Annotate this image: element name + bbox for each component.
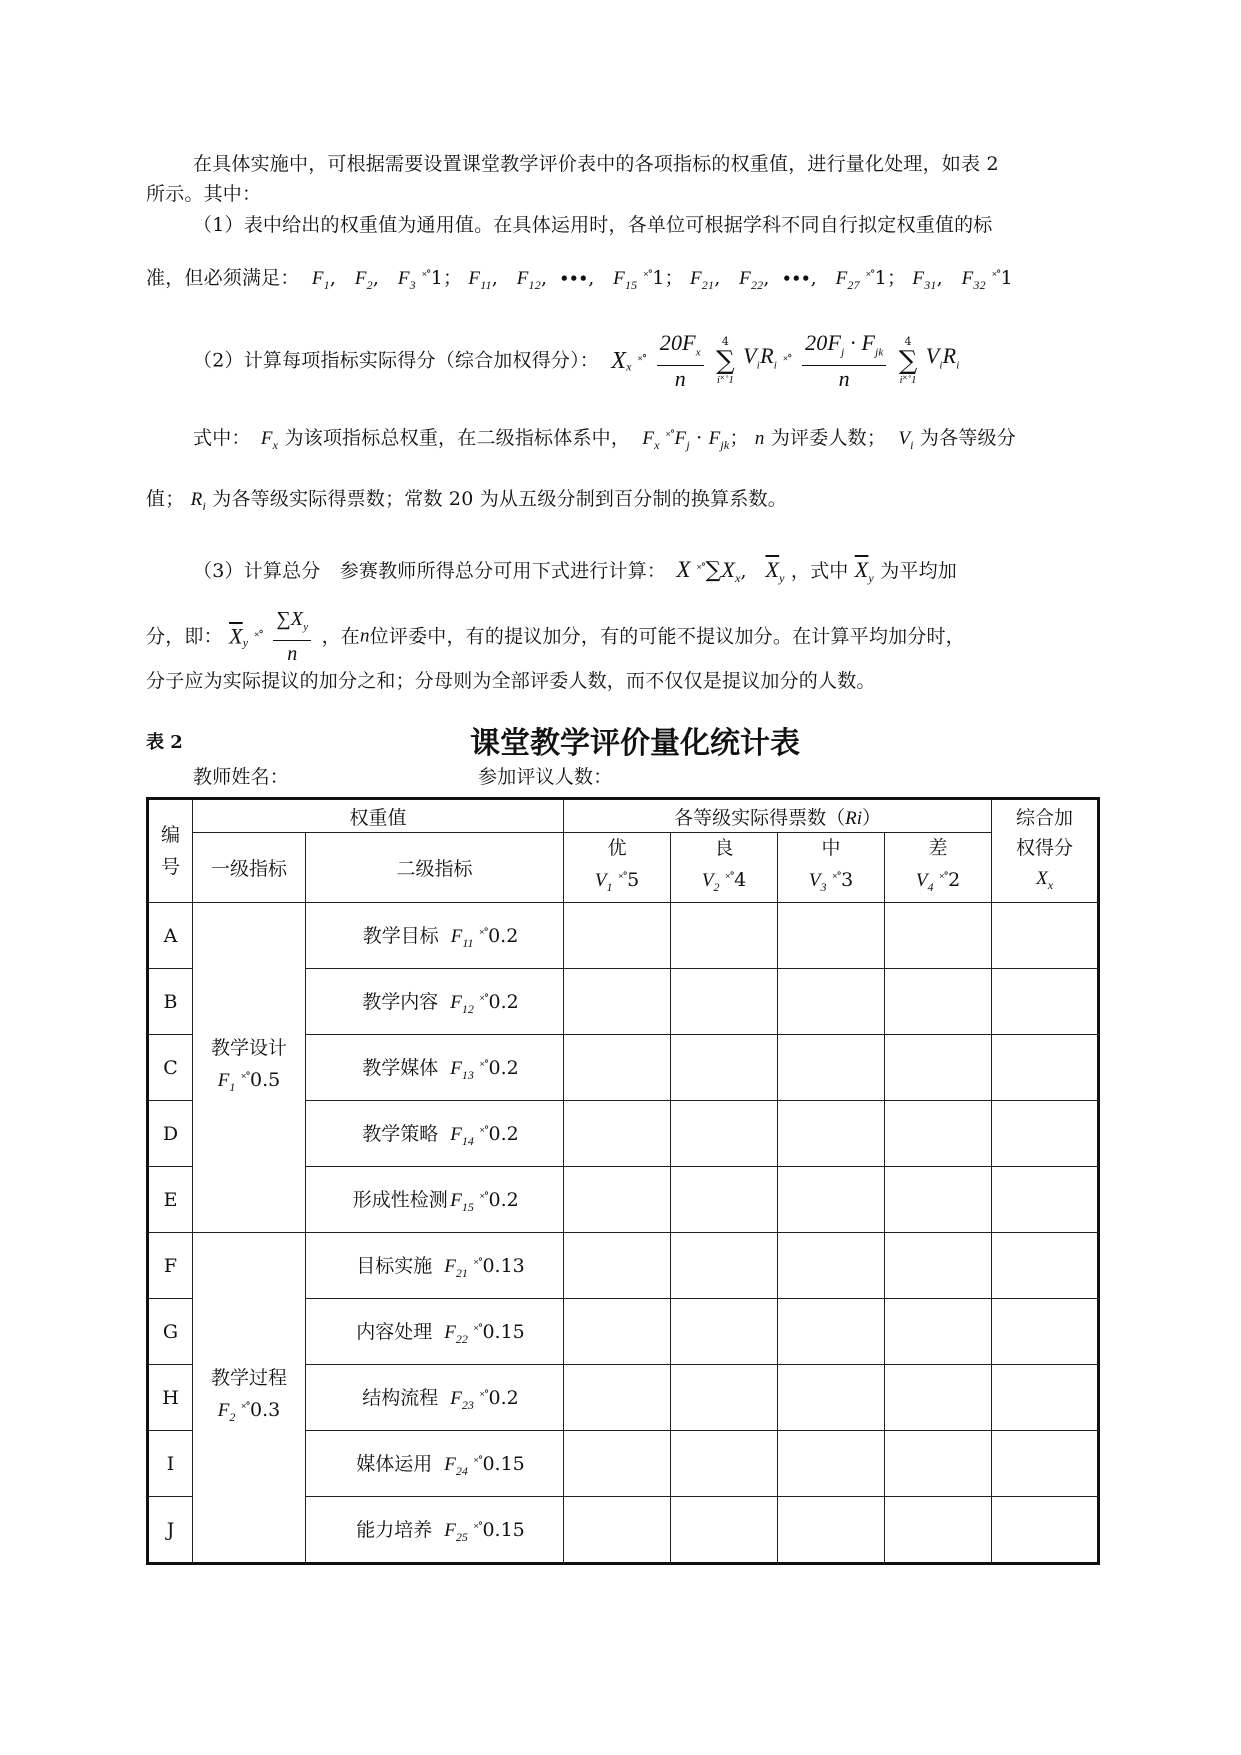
- vote-cell[interactable]: [885, 1035, 992, 1101]
- vote-cell[interactable]: [778, 1233, 885, 1299]
- row-id: H: [148, 1365, 193, 1431]
- vote-cell[interactable]: [778, 1299, 885, 1365]
- row-id: I: [148, 1431, 193, 1497]
- para-2-line-2: 准，但必须满足： $F_1$, $F_2$, $F_3$ ˟˚1； $F_{11}$, $F_{12}$, ∙∙∙, $F_{15}$ ˟˚1； $F_{21}$, $F_{22}$, ∙∙∙, $F_{27}$ ˟˚1； $F_{31}$, $F_{32}$ ˟˚1: [146, 267, 1013, 292]
- para-5: （3）计算总分 参赛教师所得总分可用下式进行计算： X $^{˟˚}\sum X_x$, $\overline{X}_y$ ，式中 $\overline{X}_y$ 为平均加: [193, 557, 957, 585]
- vote-cell[interactable]: [564, 1497, 671, 1564]
- vote-cell[interactable]: [564, 1365, 671, 1431]
- para-1-line-2: 所示。其中：: [146, 183, 262, 205]
- score-cell[interactable]: [992, 1101, 1099, 1167]
- vote-cell[interactable]: [671, 1365, 778, 1431]
- table-label: 表 2: [146, 732, 183, 753]
- score-cell[interactable]: [992, 1497, 1099, 1564]
- indicator-cell: 教学内容 $F_{12}$ ˟˚0.2: [306, 969, 564, 1035]
- votes-header: 各等级实际得票数（Ri）: [564, 799, 992, 833]
- vote-cell[interactable]: [671, 903, 778, 969]
- indicator-cell: 结构流程 $F_{23}$ ˟˚0.2: [306, 1365, 564, 1431]
- vote-cell[interactable]: [671, 1299, 778, 1365]
- vote-cell[interactable]: [885, 1101, 992, 1167]
- composite-header: 综合加 权得分 $X_x$: [992, 799, 1099, 903]
- group-process: 教学过程 $F_2$ ˟˚0.3: [193, 1233, 306, 1564]
- vote-cell[interactable]: [564, 969, 671, 1035]
- vote-cell[interactable]: [671, 1101, 778, 1167]
- grade-good-header: 良 $V_2$ ˟˚4: [671, 833, 778, 903]
- para-1-line-1: 在具体实施中，可根据需要设置课堂教学评价表中的各项指标的权重值，进行量化处理，如表 2: [193, 153, 999, 175]
- para-4-line-1: 式中： $F_x$ 为该项指标总权重，在二级指标体系中， $F_x$ $^{˟˚}F_j \cdot F_{jk}$； n 为评委人数； $V_i$ 为各等级分: [193, 427, 1016, 452]
- vote-cell[interactable]: [564, 1431, 671, 1497]
- para-4-line-2: 值； $R_i$ 为各等级实际得票数；常数 20 为从五级分制到百分制的换算系数。: [146, 488, 787, 513]
- row-id: E: [148, 1167, 193, 1233]
- score-cell[interactable]: [992, 969, 1099, 1035]
- indicator-cell: 能力培养 $F_{25}$ ˟˚0.15: [306, 1497, 564, 1564]
- vote-cell[interactable]: [778, 1167, 885, 1233]
- vote-cell[interactable]: [671, 1233, 778, 1299]
- group-design: 教学设计 $F_1$ ˟˚0.5: [193, 903, 306, 1233]
- vote-cell[interactable]: [778, 903, 885, 969]
- score-cell[interactable]: [992, 1431, 1099, 1497]
- vote-cell[interactable]: [564, 1233, 671, 1299]
- row-id: B: [148, 969, 193, 1035]
- level1-header: 一级指标: [193, 833, 306, 903]
- id-header: 编号: [148, 799, 193, 903]
- score-cell[interactable]: [992, 1365, 1099, 1431]
- vote-cell[interactable]: [564, 903, 671, 969]
- row-id: D: [148, 1101, 193, 1167]
- row-id: F: [148, 1233, 193, 1299]
- score-cell[interactable]: [992, 1299, 1099, 1365]
- vote-cell[interactable]: [885, 1497, 992, 1564]
- para-3-formula: （2）计算每项指标实际得分（综合加权得分）： $X_x$ ˟˚ $\frac{20F_x}{n}$ 4 ∑ i˟˚1 $V_iR_i$ ˟˚ $\frac{20F_j \cdot F_{jk}}{n}$ 4 ∑ i˟˚1 $V_iR_i$: [193, 329, 960, 391]
- indicator-cell: 内容处理 $F_{22}$ ˟˚0.15: [306, 1299, 564, 1365]
- reviewer-count-label: 参加评议人数：: [478, 766, 613, 788]
- indicator-cell: 教学策略 $F_{14}$ ˟˚0.2: [306, 1101, 564, 1167]
- level2-header: 二级指标: [306, 833, 564, 903]
- vote-cell[interactable]: [671, 969, 778, 1035]
- indicator-cell: 目标实施 $F_{21}$ ˟˚0.13: [306, 1233, 564, 1299]
- vote-cell[interactable]: [885, 1167, 992, 1233]
- vote-cell[interactable]: [885, 1233, 992, 1299]
- score-cell[interactable]: [992, 1233, 1099, 1299]
- score-cell[interactable]: [992, 903, 1099, 969]
- row-id: C: [148, 1035, 193, 1101]
- table-title: 课堂教学评价量化统计表: [470, 726, 800, 761]
- vote-cell[interactable]: [671, 1035, 778, 1101]
- indicator-cell: 媒体运用 $F_{24}$ ˟˚0.15: [306, 1431, 564, 1497]
- row-id: A: [148, 903, 193, 969]
- vote-cell[interactable]: [885, 1365, 992, 1431]
- vote-cell[interactable]: [778, 1431, 885, 1497]
- para-2-line-1: （1）表中给出的权重值为通用值。在具体运用时，各单位可根据学科不同自行拟定权重值的标: [193, 214, 993, 236]
- vote-cell[interactable]: [564, 1035, 671, 1101]
- para-6: 分，即： $\overline{X}_y$ ˟˚ $\frac{\sum X_y}{n}$ ，在n位评委中，有的提议加分，有的可能不提议加分。在计算平均加分时，: [146, 608, 965, 665]
- vote-cell[interactable]: [885, 903, 992, 969]
- grade-poor-header: 差 $V_4$ ˟˚2: [885, 833, 992, 903]
- row-id: G: [148, 1299, 193, 1365]
- vote-cell[interactable]: [778, 1035, 885, 1101]
- vote-cell[interactable]: [778, 1497, 885, 1564]
- indicator-cell: 形成性检测 $F_{15}$ ˟˚0.2: [306, 1167, 564, 1233]
- vote-cell[interactable]: [885, 1299, 992, 1365]
- vote-cell[interactable]: [671, 1167, 778, 1233]
- vote-cell[interactable]: [564, 1167, 671, 1233]
- vote-cell[interactable]: [778, 1101, 885, 1167]
- row-id: J: [148, 1497, 193, 1564]
- para-7: 分子应为实际提议的加分之和；分母则为全部评委人数，而不仅仅是提议加分的人数。: [146, 670, 876, 692]
- indicator-cell: 教学媒体 $F_{13}$ ˟˚0.2: [306, 1035, 564, 1101]
- vote-cell[interactable]: [885, 1431, 992, 1497]
- grade-medium-header: 中 $V_3$ ˟˚3: [778, 833, 885, 903]
- vote-cell[interactable]: [778, 1365, 885, 1431]
- evaluation-table: [146, 797, 1100, 1565]
- table-row: [148, 1233, 1099, 1299]
- vote-cell[interactable]: [671, 1497, 778, 1564]
- vote-cell[interactable]: [564, 1101, 671, 1167]
- grade-excellent-header: 优 $V_1$ ˟˚5: [564, 833, 671, 903]
- vote-cell[interactable]: [778, 969, 885, 1035]
- indicator-cell: 教学目标 $F_{11}$ ˟˚0.2: [306, 903, 564, 969]
- score-cell[interactable]: [992, 1167, 1099, 1233]
- vote-cell[interactable]: [885, 969, 992, 1035]
- table-row: [148, 903, 1099, 969]
- score-cell[interactable]: [992, 1035, 1099, 1101]
- weights-header: 权重值: [193, 799, 564, 833]
- vote-cell[interactable]: [564, 1299, 671, 1365]
- vote-cell[interactable]: [671, 1431, 778, 1497]
- teacher-name-label: 教师姓名：: [193, 766, 290, 788]
